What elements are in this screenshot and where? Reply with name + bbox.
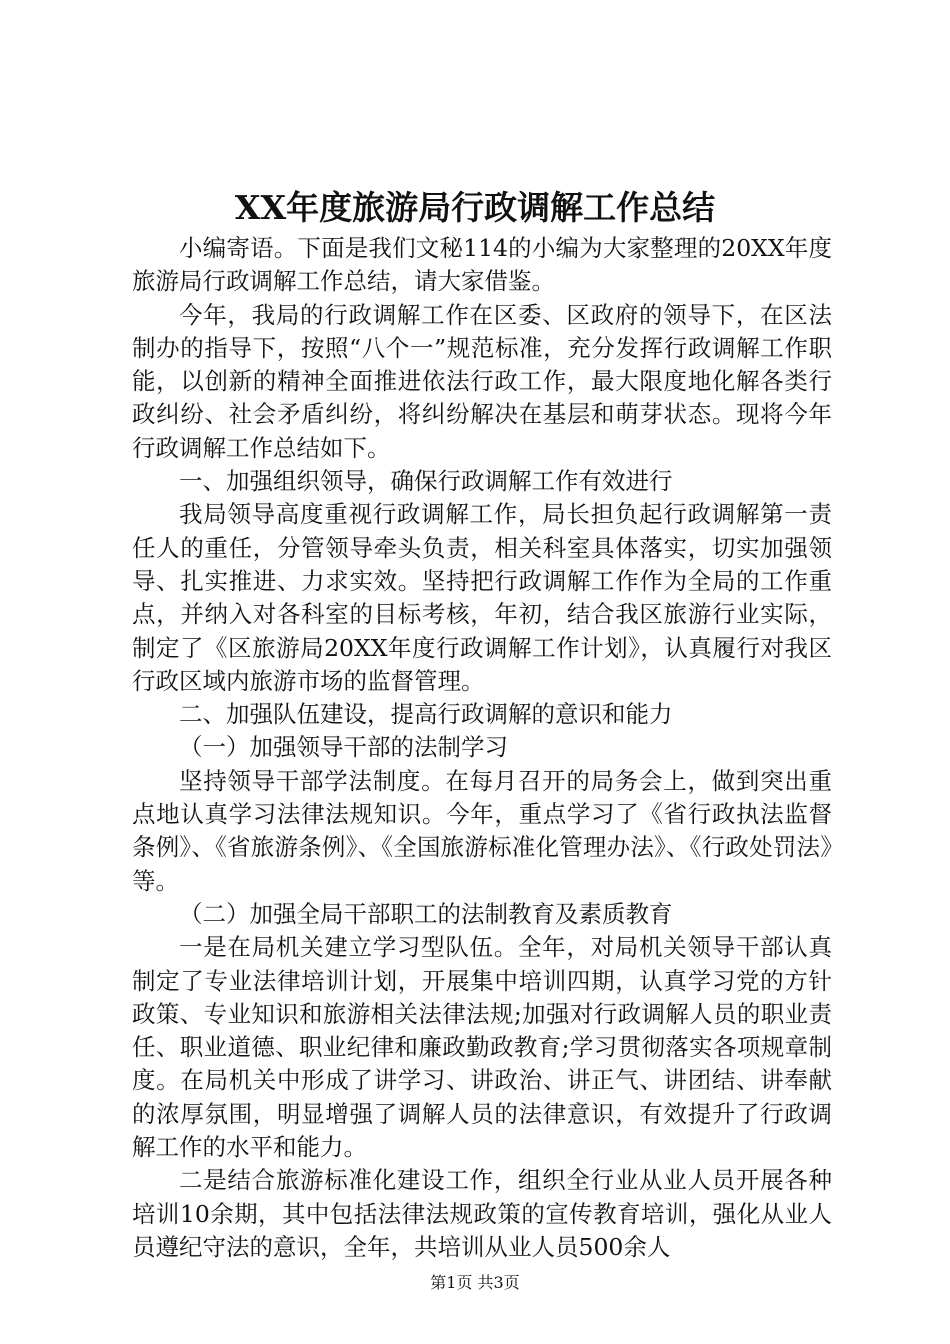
subsection-heading-1: （一）加强领导干部的法制学习 — [179, 733, 508, 762]
page-number-footer: 第1页 共3页 — [430, 1273, 520, 1292]
paragraph-point-1: 一是在局机关建立学习型队伍。全年，对局机关领导干部认真制定了专业法律培训计划，开展集中培训四期，认真学习党的方针政策、专业知识和旅游相关法律法规;加强对行政调解人员的职业责任、职业道德、职业纪律和廉政勤政教育;学习贯彻落实各项规章制度。在局机关中形成了讲学习、讲政治、讲正气、讲团结、讲奉献的浓厚氛围，明显增强了调解人员的法律意识，有效提升了行政调解工作的水平和能力。 — [132, 933, 832, 1162]
section-heading-2: 二、加强队伍建设，提高行政调解的意识和能力 — [179, 700, 673, 729]
section-heading-1: 一、加强组织领导，确保行政调解工作有效进行 — [179, 467, 673, 496]
paragraph-subsection-1: 坚持领导干部学法制度。在每月召开的局务会上，做到突出重点地认真学习法律法规知识。今年，重点学习了《省行政执法监督条例》、《省旅游条例》、《全国旅游标准化管理办法》、《行政处罚法》等。 — [132, 766, 832, 895]
paragraph-section-1: 我局领导高度重视行政调解工作，局长担负起行政调解第一责任人的重任，分管领导牵头负责，相关科室具体落实，切实加强领导、扎实推进、力求实效。坚持把行政调解工作作为全局的工作重点，并纳入对各科室的目标考核，年初，结合我区旅游行业实际，制定了《区旅游局20XX年度行政调解工作计划》，认真履行对我区行政区域内旅游市场的监督管理。 — [132, 500, 832, 695]
paragraph-overview: 今年，我局的行政调解工作在区委、区政府的领导下，在区法制办的指导下，按照“八个一”规范标准，充分发挥行政调解工作职能，以创新的精神全面推进依法行政工作，最大限度地化解各类行政纠纷、社会矛盾纠纷，将纠纷解决在基层和萌芽状态。现将今年行政调解工作总结如下。 — [132, 300, 832, 462]
document-body — [132, 232, 832, 1264]
paragraph-intro: 小编寄语。下面是我们文秘114的小编为大家整理的20XX年度旅游局行政调解工作总结，请大家借鉴。 — [132, 234, 832, 296]
document-title: XX年度旅游局行政调解工作总结 — [234, 188, 716, 227]
subsection-heading-2: （二）加强全局干部职工的法制教育及素质教育 — [179, 899, 673, 928]
paragraph-point-2: 二是结合旅游标准化建设工作，组织全行业从业人员开展各种培训10余期，其中包括法律法规政策的宣传教育培训，强化从业人员遵纪守法的意识，全年，共培训从业人员500余人 — [132, 1166, 832, 1261]
